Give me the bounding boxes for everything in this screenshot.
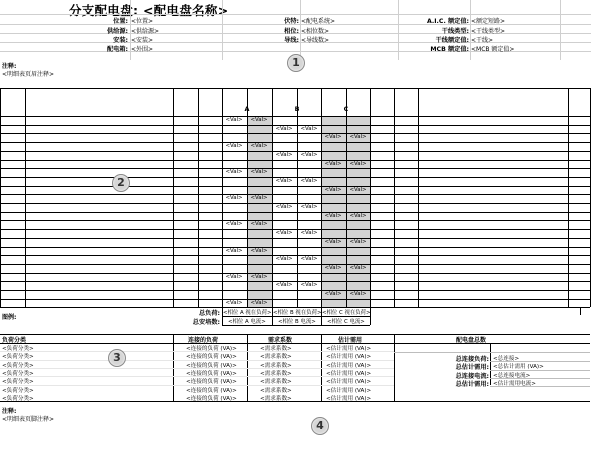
circuit-value-cell: <Val>	[349, 291, 367, 297]
circuit-value-cell: <Val>	[324, 186, 342, 193]
circuit-value-cell: <Val>	[324, 238, 342, 245]
circuit-row-line	[0, 299, 590, 300]
circuit-value-cell: <Val>	[250, 299, 268, 306]
phase-header: C	[343, 105, 349, 113]
summary-demand-factor: <需求系数>	[260, 395, 292, 402]
circuit-col-line	[0, 88, 1, 307]
total-load-label: 总负荷:	[198, 310, 220, 318]
circuit-col-line	[346, 88, 347, 307]
circuit-col-line	[418, 88, 419, 307]
header-field-label: A.I.C. 额定值:	[427, 18, 469, 25]
circuit-row-line	[0, 186, 590, 187]
summary-header: 负荷分类	[2, 337, 27, 344]
circuit-value-cell: <Val>	[250, 117, 268, 123]
phase-total-amps: <相位 A 电流>	[228, 319, 266, 326]
phase-header: A	[244, 105, 250, 113]
header-field-value: <导线数>	[301, 37, 330, 44]
circuit-row-line	[0, 273, 590, 274]
circuit-row-line	[0, 247, 590, 248]
circuit-row-line	[0, 168, 590, 169]
circuit-value-cell: <Val>	[349, 160, 367, 167]
circuit-value-cell: <Val>	[324, 212, 342, 219]
total-amps-label: 总安培数:	[192, 319, 220, 327]
panel-total-line	[394, 352, 590, 353]
summary-estimated-demand: <估计需用 (VA)>	[326, 354, 372, 361]
header-field-value: <安装>	[131, 37, 154, 44]
circuit-value-cell: <Val>	[349, 238, 367, 245]
header-field-value: <MCB 额定值>	[471, 46, 515, 53]
summary-demand-factor: <需求系数>	[260, 362, 292, 369]
panel-total-value: <总连接>	[493, 356, 520, 362]
circuit-col-line	[321, 88, 322, 307]
circuit-table-top-border	[0, 88, 590, 89]
circuit-value-cell: <Val>	[250, 195, 268, 202]
circuit-value-cell: <Val>	[250, 143, 268, 150]
circuit-value-cell: <Val>	[300, 282, 318, 289]
header-field-value: <干线类型>	[471, 28, 506, 35]
phase-total-load: <相位 C 视在负荷>	[322, 310, 371, 317]
header-notes-label: 注释:	[2, 63, 17, 70]
panel-total-label: 总连接负荷:	[455, 356, 489, 363]
circuit-value-cell: <Val>	[324, 134, 342, 141]
phase-total-amps: <相位 C 电流>	[327, 319, 365, 326]
circuit-col-line	[25, 88, 26, 307]
header-grid-col	[222, 0, 223, 60]
circuit-col-line	[272, 88, 273, 307]
header-field-label: 导线:	[284, 37, 299, 44]
summary-connected-load: <连接的负荷 (VA)>	[186, 387, 237, 394]
summary-header: 连接的负荷	[188, 337, 219, 344]
callout-3: 3	[108, 349, 126, 367]
circuit-col-line	[297, 88, 298, 307]
header-field-label: 供给源:	[106, 28, 128, 35]
circuit-value-cell: <Val>	[225, 299, 243, 306]
summary-connected-load: <连接的负荷 (VA)>	[186, 362, 237, 369]
circuit-value-cell: <Val>	[225, 169, 243, 176]
header-field-value: <外围>	[131, 46, 154, 53]
summary-header: 配电盘总数	[456, 337, 487, 344]
circuit-value-cell: <Val>	[300, 151, 318, 158]
summary-load-class: <负荷分类>	[2, 362, 34, 369]
summary-load-class: <负荷分类>	[2, 395, 34, 402]
circuit-value-cell: <Val>	[250, 221, 268, 228]
header-field-value: <供给源>	[131, 28, 160, 35]
circuit-value-cell: <Val>	[349, 186, 367, 193]
summary-demand-factor: <需求系数>	[260, 354, 292, 361]
circuit-value-cell: <Val>	[275, 177, 293, 184]
phase-total-load: <相位 A 视在负荷>	[223, 310, 272, 317]
circuit-row-line	[0, 220, 590, 221]
summary-estimated-demand: <估计需用 (VA)>	[326, 346, 372, 352]
circuit-value-cell: <Val>	[250, 247, 268, 254]
summary-header-border	[0, 343, 590, 344]
circuit-value-cell: <Val>	[349, 134, 367, 141]
header-grid-col	[398, 0, 399, 60]
panel-total-value: <总连接电流>	[493, 372, 531, 379]
summary-estimated-demand: <估计需用 (VA)>	[326, 370, 372, 377]
phase-total-load: <相位 B 视在负荷>	[273, 310, 322, 317]
circuit-value-cell: <Val>	[349, 264, 367, 271]
callout-1: 1	[287, 54, 305, 72]
circuit-value-cell: <Val>	[225, 221, 243, 228]
totals-line	[222, 325, 370, 326]
header-field-label: 安装:	[113, 37, 128, 44]
callout-2: 2	[112, 174, 130, 192]
summary-load-class: <负荷分类>	[2, 346, 34, 352]
panel-total-value: <总估计需用 (VA)>	[493, 364, 544, 371]
circuit-value-cell: <Val>	[225, 247, 243, 254]
circuit-row-line	[0, 194, 590, 195]
panel-total-label: 总估计需用:	[455, 380, 489, 388]
header-field-value: <干线>	[471, 37, 494, 44]
circuit-row-line	[0, 238, 590, 239]
circuit-col-line	[198, 88, 199, 307]
header-field-label: 配电箱:	[106, 46, 128, 53]
callout-4: 4	[311, 417, 329, 435]
summary-demand-factor: <需求系数>	[260, 387, 292, 394]
circuit-col-line	[394, 88, 395, 307]
header-field-value: <相位数>	[301, 28, 330, 35]
header-grid-line	[0, 14, 591, 15]
panel-total-line	[490, 386, 590, 387]
circuit-value-cell: <Val>	[250, 273, 268, 280]
summary-demand-factor: <需求系数>	[260, 346, 292, 352]
circuit-value-cell: <Val>	[275, 125, 293, 132]
summary-header: 需求系数	[268, 337, 293, 344]
circuit-value-cell: <Val>	[275, 282, 293, 289]
summary-bottom-border	[0, 401, 590, 402]
header-field-label: 干线类型:	[441, 28, 469, 35]
circuit-row-line	[0, 133, 590, 134]
summary-top-border	[0, 334, 590, 335]
summary-connected-load: <连接的负荷 (VA)>	[186, 395, 237, 402]
circuit-value-cell: <Val>	[275, 151, 293, 158]
circuit-row-line	[0, 142, 590, 143]
legend-label: 图例:	[2, 314, 17, 321]
header-field-label: MCB 额定值:	[430, 46, 469, 53]
circuit-row-line	[0, 212, 590, 213]
summary-connected-load: <连接的负荷 (VA)>	[186, 379, 237, 386]
circuit-value-cell: <Val>	[250, 169, 268, 176]
summary-load-class: <负荷分类>	[2, 387, 34, 394]
page-title: 分支配电盘: <配电盘名称>	[69, 3, 229, 18]
header-field-label: 干线额定值:	[435, 37, 469, 44]
summary-estimated-demand: <估计需用 (VA)>	[326, 379, 372, 386]
circuit-value-cell: <Val>	[324, 291, 342, 297]
circuit-row-line	[0, 264, 590, 265]
circuit-value-cell: <Val>	[300, 125, 318, 132]
header-field-label: 伏特:	[284, 18, 299, 25]
summary-connected-load: <连接的负荷 (VA)>	[186, 370, 237, 377]
circuit-row-line	[0, 160, 590, 161]
header-field-value: <额定短路>	[471, 18, 506, 25]
circuit-col-line	[370, 88, 371, 307]
summary-col-line	[394, 334, 395, 401]
summary-estimated-demand: <估计需用 (VA)>	[326, 387, 372, 394]
circuit-value-cell: <Val>	[300, 177, 318, 184]
summary-estimated-demand: <估计需用 (VA)>	[326, 395, 372, 402]
circuit-value-cell: <Val>	[225, 143, 243, 150]
summary-demand-factor: <需求系数>	[260, 379, 292, 386]
summary-header: 估计需用	[338, 337, 363, 344]
footer-notes-label: 注释:	[2, 408, 17, 415]
header-field-label: 位置:	[113, 18, 128, 25]
panel-total-label: 总连接电流:	[455, 372, 489, 380]
summary-load-class: <负荷分类>	[2, 379, 34, 386]
circuit-value-cell: <Val>	[225, 117, 243, 123]
summary-estimated-demand: <估计需用 (VA)>	[326, 362, 372, 369]
circuit-value-cell: <Val>	[225, 273, 243, 280]
header-field-value: <配电系统>	[301, 18, 336, 25]
circuit-value-cell: <Val>	[275, 230, 293, 237]
circuit-value-cell: <Val>	[275, 256, 293, 263]
phase-total-amps: <相位 B 电流>	[278, 319, 316, 326]
panel-total-value: <估计需用电流>	[493, 380, 536, 387]
circuit-value-cell: <Val>	[225, 195, 243, 202]
summary-load-class: <负荷分类>	[2, 354, 34, 361]
circuit-row-line	[0, 116, 590, 117]
totals-col-line	[580, 307, 581, 315]
header-field-value: <位置>	[131, 18, 154, 25]
circuit-value-cell: <Val>	[349, 212, 367, 219]
circuit-col-line	[173, 88, 174, 307]
summary-demand-factor: <需求系数>	[260, 370, 292, 377]
footer-notes-value: <明细表页脚注释>	[2, 416, 55, 423]
phase-header: B	[294, 105, 300, 113]
summary-connected-load: <连接的负荷 (VA)>	[186, 346, 237, 352]
circuit-value-cell: <Val>	[300, 256, 318, 263]
circuit-value-cell: <Val>	[324, 264, 342, 271]
summary-connected-load: <连接的负荷 (VA)>	[186, 354, 237, 361]
circuit-col-line	[568, 88, 569, 307]
circuit-row-line	[0, 290, 590, 291]
circuit-value-cell: <Val>	[300, 230, 318, 237]
circuit-value-cell: <Val>	[300, 204, 318, 210]
circuit-value-cell: <Val>	[275, 204, 293, 210]
circuit-value-cell: <Val>	[324, 160, 342, 167]
summary-load-class: <负荷分类>	[2, 370, 34, 377]
panel-total-label: 总估计需用:	[455, 364, 489, 372]
header-notes-value: <明细表页眉注释>	[2, 71, 55, 78]
header-field-label: 相位:	[284, 28, 299, 35]
header-grid-col	[560, 0, 561, 60]
